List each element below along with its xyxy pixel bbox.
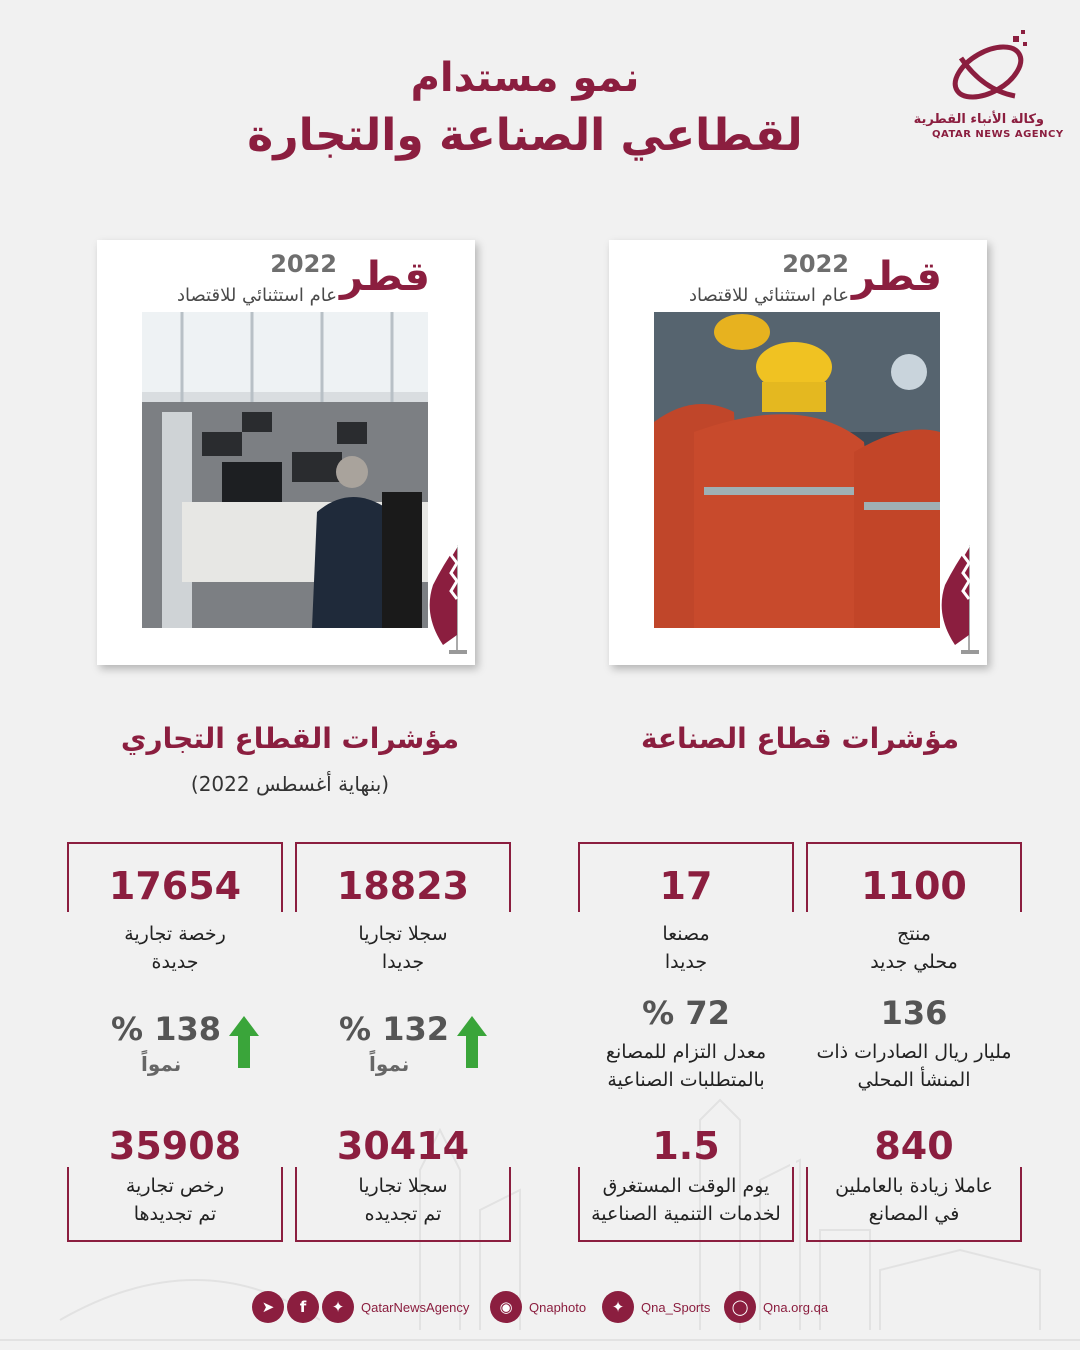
days-value: 1.5 — [652, 1124, 720, 1168]
stat-value: 17 — [659, 864, 713, 908]
qna-emblem-icon — [943, 30, 1033, 108]
social-group-sports[interactable] — [602, 1290, 710, 1324]
globe-icon[interactable]: ◯ — [724, 1291, 756, 1323]
stat-label: سجلا تجاريا — [358, 923, 448, 945]
factories-stat-box — [578, 842, 794, 1242]
industry-photo-card — [609, 240, 987, 665]
licenses-stat-box — [67, 842, 283, 1242]
renewed-label: تم تجديده — [364, 1203, 442, 1225]
stat-label: جديدا — [664, 951, 708, 973]
exports-label: المنشأ المحلي — [857, 1069, 971, 1091]
renewed-value: 35908 — [108, 1124, 242, 1168]
growth-label: نمواً — [369, 1052, 410, 1076]
card-subtitle: عام استثنائي للاقتصاد — [176, 285, 337, 306]
instagram-icon[interactable]: ◉ — [490, 1291, 522, 1323]
logo-arabic-text: وكالة الأنباء القطرية — [913, 112, 1044, 127]
card-subtitle: عام استثنائي للاقتصاد — [688, 285, 849, 306]
card-country: قطر — [339, 254, 430, 300]
days-label: لخدمات التنمية الصناعية — [591, 1203, 781, 1225]
workers-photo — [654, 312, 940, 628]
days-label: يوم الوقت المستغرق — [602, 1175, 770, 1197]
renewed-label: تم تجديدها — [133, 1203, 217, 1225]
renewed-value: 30414 — [336, 1124, 470, 1168]
card-year: 2022 — [270, 250, 337, 278]
workers-value: 840 — [874, 1124, 954, 1168]
commerce-section-title: مؤشرات القطاع التجاري — [120, 722, 460, 755]
industry-section-title: مؤشرات قطاع الصناعة — [640, 722, 960, 755]
page-title-line-2: لقطاعي الصناعة والتجارة — [247, 110, 803, 161]
compliance-label: معدل التزام للمصانع — [605, 1041, 767, 1063]
growth-up-arrow-icon — [229, 1016, 259, 1068]
telegram-icon[interactable]: ➤ — [252, 1291, 284, 1323]
logo-english-text: QATAR NEWS AGENCY — [932, 129, 1064, 140]
social-group-qna[interactable] — [252, 1290, 469, 1324]
social-group-web[interactable] — [724, 1290, 828, 1324]
facebook-icon[interactable]: f — [287, 1291, 319, 1323]
stat-value: 17654 — [108, 864, 242, 908]
twitter-icon[interactable]: ✦ — [322, 1291, 354, 1323]
products-stat-box — [806, 842, 1022, 1242]
exports-label: مليار ريال الصادرات ذات — [816, 1041, 1012, 1063]
growth-up-arrow-icon — [457, 1016, 487, 1068]
qatar-flag-icon — [925, 505, 979, 655]
card-country: قطر — [851, 254, 942, 300]
social-handle[interactable]: Qna_Sports — [641, 1299, 711, 1315]
growth-label: نمواً — [141, 1052, 182, 1076]
commerce-section-subtitle: (بنهاية أغسطس 2022) — [190, 772, 390, 796]
social-footer — [0, 1290, 1080, 1326]
social-handle[interactable]: QatarNewsAgency — [361, 1299, 470, 1315]
growth-percent: % 132 — [339, 1010, 449, 1048]
stat-label: جديدة — [151, 951, 199, 973]
compliance-value: % 72 — [642, 994, 730, 1032]
qatar-flag-icon — [413, 505, 467, 655]
stat-label: رخصة تجارية — [124, 923, 226, 945]
website-link[interactable]: Qna.org.qa — [763, 1299, 829, 1315]
exports-value: 136 — [880, 994, 948, 1032]
stat-value: 18823 — [336, 864, 470, 908]
workers-label: عاملا زيادة بالعاملين — [835, 1175, 993, 1197]
stat-label: مصنعا — [662, 923, 710, 945]
social-group-photo[interactable] — [490, 1290, 586, 1324]
renewed-label: رخص تجارية — [125, 1175, 225, 1197]
renewed-label: سجلا تجاريا — [358, 1175, 448, 1197]
twitter-icon[interactable]: ✦ — [602, 1291, 634, 1323]
stat-label: محلي جديد — [870, 951, 958, 973]
page-title-line-1: نمو مستدام — [410, 55, 640, 101]
card-year: 2022 — [782, 250, 849, 278]
commerce-photo-card — [97, 240, 475, 665]
stat-label: جديدا — [381, 951, 425, 973]
growth-percent: % 138 — [111, 1010, 221, 1048]
workers-label: في المصانع — [868, 1203, 960, 1225]
stat-label: منتج — [897, 923, 931, 945]
records-stat-box — [295, 842, 511, 1242]
stat-value: 1100 — [861, 864, 967, 908]
office-photo — [142, 312, 428, 628]
compliance-label: بالمتطلبات الصناعية — [607, 1069, 765, 1091]
qna-logo — [913, 30, 1064, 155]
social-handle[interactable]: Qnaphoto — [529, 1299, 587, 1315]
